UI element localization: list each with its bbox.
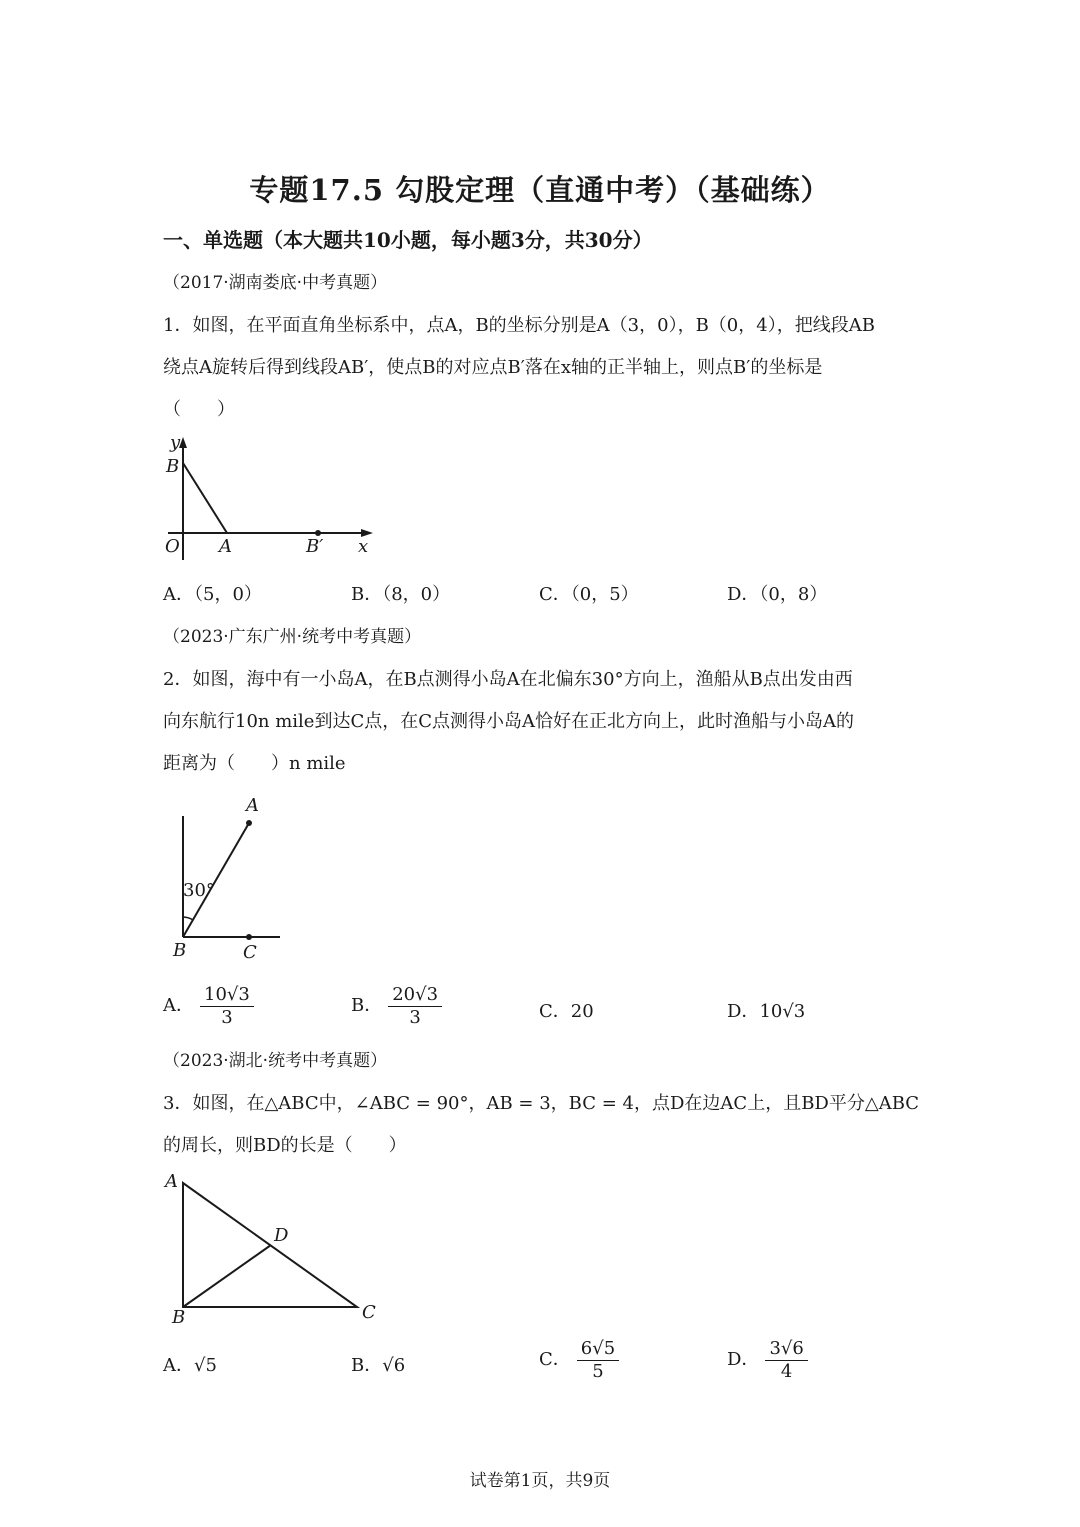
option-label: B． bbox=[351, 995, 383, 1017]
option-label: D． bbox=[727, 1349, 760, 1371]
question-3-line-2: 的周长，则BD的长是（ ） bbox=[163, 1135, 407, 1156]
label-c: C bbox=[362, 1302, 376, 1323]
point-a bbox=[246, 820, 252, 826]
denominator: 3 bbox=[221, 1006, 233, 1028]
question-2-option-d[interactable] bbox=[727, 997, 805, 1023]
question-1-source: （2017·湖南娄底·中考真题） bbox=[163, 273, 388, 293]
question-3-option-d[interactable] bbox=[727, 1338, 808, 1382]
option-value: 10√3 bbox=[759, 1001, 806, 1022]
y-axis-arrow bbox=[179, 437, 187, 448]
question-2-figure bbox=[160, 790, 295, 970]
label-b: B bbox=[172, 1307, 186, 1328]
label-a: A bbox=[246, 795, 259, 816]
numerator: 20√3 bbox=[388, 984, 442, 1007]
denominator: 4 bbox=[780, 1360, 793, 1382]
label-c: C bbox=[243, 942, 257, 963]
question-1-line-1: 1．如图，在平面直角坐标系中，点A，B的坐标分别是A（3，0），B（0，4），把线段AB bbox=[163, 315, 875, 336]
segment-bd bbox=[183, 1245, 271, 1307]
question-3-option-a[interactable] bbox=[163, 1351, 217, 1377]
question-2-line-3: 距离为（ ）n mile bbox=[163, 753, 346, 774]
question-3-figure bbox=[160, 1165, 390, 1335]
question-1-option-b[interactable]: B．（8，0） bbox=[351, 584, 451, 605]
label-a: A bbox=[165, 1171, 178, 1192]
label-y: y bbox=[170, 432, 181, 453]
question-1-line-2: 绕点A旋转后得到线段AB′，使点B的对应点B′落在x轴的正半轴上，则点B′的坐标是 bbox=[163, 357, 823, 378]
label-o: O bbox=[165, 536, 180, 557]
label-angle: 30° bbox=[183, 880, 215, 901]
label-b: B bbox=[173, 940, 187, 961]
label-d: D bbox=[274, 1225, 289, 1246]
question-2-line-2: 向东航行10n mile到达C点，在C点测得小岛A恰好在正北方向上，此时渔船与小岛A的 bbox=[163, 711, 854, 732]
question-2-option-a[interactable] bbox=[163, 984, 254, 1028]
fraction bbox=[765, 1338, 807, 1382]
point-c bbox=[246, 934, 252, 940]
question-1-option-c[interactable]: C．（0，5） bbox=[539, 584, 639, 605]
question-3-option-b[interactable] bbox=[351, 1351, 405, 1377]
question-3-source: （2023·湖北·统考中考真题） bbox=[163, 1051, 388, 1071]
option-label: D． bbox=[727, 1001, 760, 1022]
question-1-option-a[interactable]: A．（5，0） bbox=[163, 584, 262, 605]
numerator: 10√3 bbox=[200, 984, 254, 1007]
question-3-option-c[interactable] bbox=[539, 1338, 619, 1382]
question-2-option-b[interactable] bbox=[351, 984, 442, 1028]
segment-ab bbox=[183, 463, 227, 533]
denominator: 3 bbox=[409, 1006, 421, 1028]
question-1-option-d[interactable]: D．（0，8） bbox=[727, 584, 828, 605]
fraction bbox=[200, 984, 254, 1028]
option-label: C． bbox=[539, 1001, 571, 1022]
option-value: 20 bbox=[570, 1001, 594, 1022]
question-3-line-1: 3．如图，在△ABC中，∠ABC = 90°，AB = 3，BC = 4，点D在边AC上，且BD平分△ABC bbox=[163, 1093, 920, 1114]
denominator: 5 bbox=[592, 1360, 604, 1382]
option-value: √5 bbox=[194, 1355, 217, 1376]
label-b-prime: B′ bbox=[306, 536, 324, 557]
option-label: C． bbox=[539, 1349, 571, 1371]
option-label: A． bbox=[163, 995, 194, 1017]
question-2-option-c[interactable] bbox=[539, 997, 594, 1023]
fraction bbox=[577, 1338, 619, 1382]
label-a: A bbox=[219, 536, 232, 557]
page-footer: 试卷第1页，共9页 bbox=[469, 1471, 611, 1491]
label-x: x bbox=[358, 536, 369, 557]
option-value: √6 bbox=[382, 1355, 406, 1376]
section-heading: 一、单选题（本大题共10小题，每小题3分，共30分） bbox=[163, 228, 653, 252]
question-1-line-3: （ ） bbox=[163, 399, 235, 420]
question-1-figure bbox=[160, 430, 390, 565]
fraction bbox=[388, 984, 442, 1028]
question-2-source: （2023·广东广州·统考中考真题） bbox=[163, 627, 422, 647]
page-title: 专题17.5 勾股定理（直通中考）（基础练） bbox=[249, 173, 831, 207]
option-label: B． bbox=[351, 1355, 383, 1376]
numerator: 6√5 bbox=[577, 1338, 619, 1361]
label-b: B bbox=[166, 456, 180, 477]
question-2-line-1: 2．如图，海中有一小岛A，在B点测得小岛A在北偏东30°方向上，渔船从B点出发由西 bbox=[163, 669, 853, 690]
numerator: 3√6 bbox=[765, 1338, 807, 1361]
option-label: A． bbox=[163, 1355, 194, 1376]
angle-arc bbox=[183, 917, 193, 920]
